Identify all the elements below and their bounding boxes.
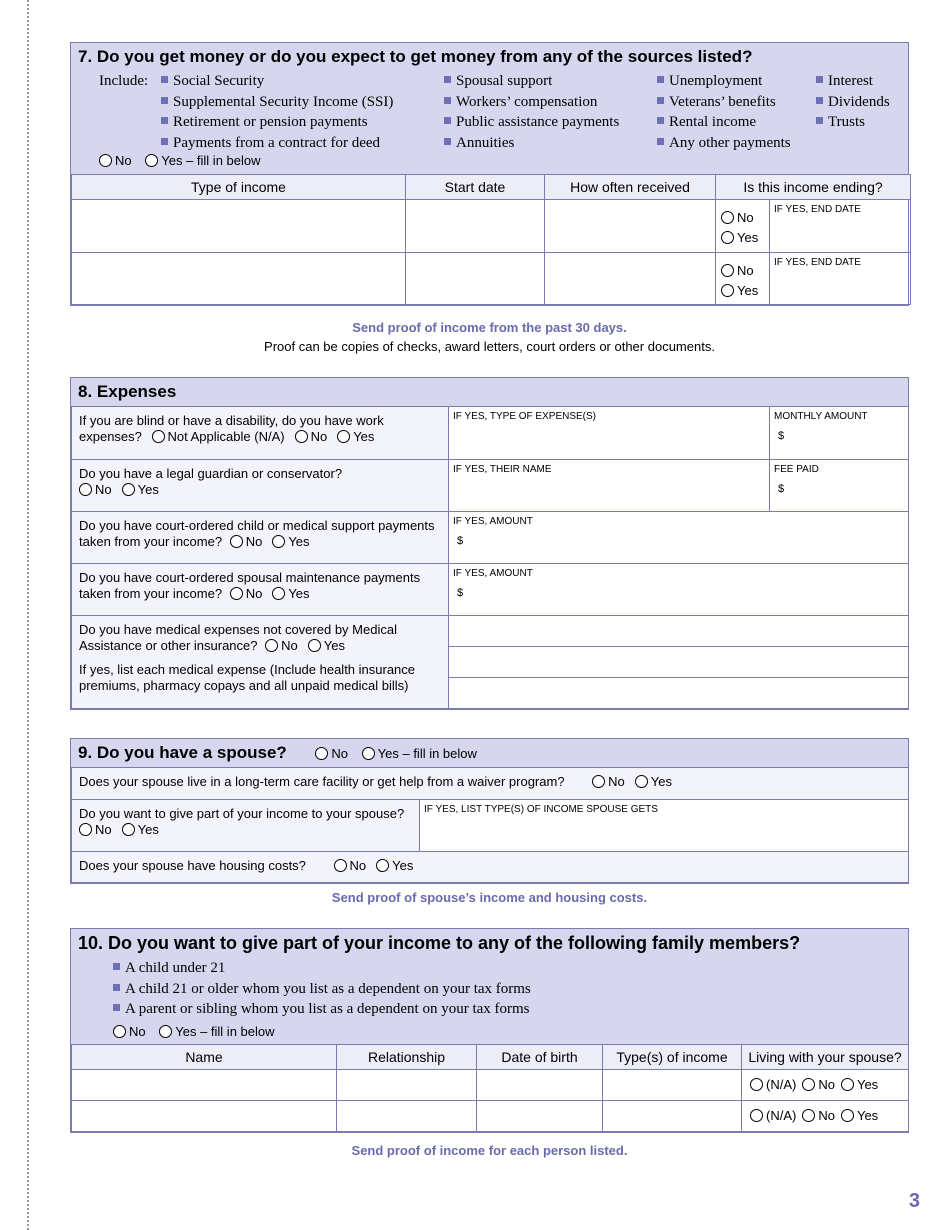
bullet-icon bbox=[816, 117, 823, 124]
living-yes-option[interactable]: Yes bbox=[841, 1108, 878, 1123]
work-na-option[interactable]: Not Applicable (N/A) bbox=[152, 429, 285, 445]
member-income-field[interactable] bbox=[603, 1069, 742, 1100]
table-row bbox=[72, 615, 909, 646]
radio-icon[interactable] bbox=[337, 430, 350, 443]
sources-col-2 bbox=[444, 71, 619, 153]
member-dob-field[interactable] bbox=[477, 1069, 603, 1100]
section-7-header bbox=[71, 43, 908, 174]
work-expenses-question: If you are blind or have a disability, do you have work expenses? Not Applicable (N/A) No Yes bbox=[72, 407, 449, 459]
living-na-option[interactable]: (N/A) bbox=[750, 1077, 796, 1092]
medical-expenses-question: Do you have medical expenses not covered by Medical Assistance or other insurance? No Yes If yes, list each medical expense (Include health insurance premiums, pharmacy copays and all unpaid medical bills) bbox=[72, 615, 449, 708]
section-7-income-sources bbox=[70, 42, 909, 306]
sources-col-1 bbox=[161, 71, 393, 153]
table-row bbox=[72, 200, 911, 253]
ending-no-option[interactable]: No bbox=[721, 208, 754, 228]
spousal-maintenance-question: Do you have court-ordered spousal maintenance payments taken from your income? No Yes bbox=[72, 563, 449, 615]
section-8-expenses bbox=[70, 377, 909, 710]
medical-yes-option[interactable]: Yes bbox=[308, 638, 345, 654]
list-item: Rental income bbox=[657, 112, 791, 133]
radio-icon[interactable] bbox=[841, 1109, 854, 1122]
radio-icon[interactable] bbox=[721, 211, 734, 224]
housing-yes-option[interactable]: Yes bbox=[376, 858, 413, 874]
how-often-field[interactable] bbox=[545, 253, 716, 305]
ending-yes-option[interactable]: Yes bbox=[721, 228, 758, 248]
list-item: Spousal support bbox=[444, 71, 619, 92]
include-label: Include: bbox=[99, 73, 149, 89]
section-9-spouse bbox=[70, 738, 909, 884]
child-support-question: Do you have court-ordered child or medical support payments taken from your income? No Yes bbox=[72, 511, 449, 563]
radio-icon[interactable] bbox=[122, 823, 135, 836]
radio-icon[interactable] bbox=[841, 1078, 854, 1091]
table-row bbox=[72, 563, 909, 615]
col-income-ending: Is this income ending? bbox=[716, 175, 911, 200]
living-options bbox=[742, 1100, 909, 1131]
col-name: Name bbox=[72, 1044, 337, 1069]
expenses-table bbox=[71, 407, 909, 709]
income-table bbox=[71, 174, 911, 305]
housing-no-option[interactable]: No bbox=[334, 858, 367, 874]
s7-proof-note: Proof can be copies of checks, award letters, court orders or other documents. bbox=[264, 339, 715, 354]
child-support-yes-option[interactable]: Yes bbox=[272, 534, 309, 550]
section-9-header bbox=[71, 739, 908, 768]
section-7-title: 7. Do you get money or do you expect to get money from any of the sources listed? bbox=[78, 47, 753, 66]
table-row bbox=[72, 1069, 909, 1100]
table-row bbox=[72, 799, 909, 851]
list-item: Payments from a contract for deed bbox=[161, 133, 393, 154]
bullet-icon bbox=[657, 117, 664, 124]
living-no-option[interactable]: No bbox=[802, 1108, 835, 1123]
s10-no-option[interactable]: No bbox=[113, 1024, 146, 1039]
radio-icon[interactable] bbox=[145, 154, 158, 167]
spouse-housing-question: Does your spouse have housing costs? No Yes bbox=[72, 851, 909, 882]
section-10-title: 10. Do you want to give part of your income to any of the following family members? bbox=[78, 933, 801, 953]
end-date-field[interactable] bbox=[770, 253, 911, 305]
start-date-field[interactable] bbox=[406, 200, 545, 253]
list-item: A child 21 or older whom you list as a dependent on your tax forms bbox=[113, 979, 908, 1000]
s9-no-option[interactable]: No bbox=[315, 746, 348, 761]
list-item: A child under 21 bbox=[113, 958, 908, 979]
how-often-field[interactable] bbox=[545, 200, 716, 253]
radio-icon[interactable] bbox=[230, 587, 243, 600]
ending-options bbox=[716, 200, 770, 253]
page-number: 3 bbox=[908, 1190, 920, 1212]
living-no-option[interactable]: No bbox=[802, 1077, 835, 1092]
table-header-row bbox=[72, 1044, 909, 1069]
section-10-answer bbox=[71, 1020, 908, 1039]
income-sources-list bbox=[71, 71, 908, 151]
guardian-name-field[interactable]: IF YES, THEIR NAME bbox=[449, 459, 770, 511]
monthly-amount-field[interactable]: MONTHLY AMOUNT $ bbox=[770, 407, 909, 459]
living-yes-option[interactable]: Yes bbox=[841, 1077, 878, 1092]
section-10-header bbox=[71, 929, 908, 1044]
give-income-no-option[interactable]: No bbox=[79, 822, 112, 838]
table-row bbox=[72, 1100, 909, 1131]
list-item: Trusts bbox=[816, 112, 890, 133]
radio-icon[interactable] bbox=[376, 859, 389, 872]
end-date-field[interactable] bbox=[770, 200, 911, 253]
radio-icon[interactable] bbox=[592, 775, 605, 788]
start-date-field[interactable] bbox=[406, 253, 545, 305]
bullet-icon bbox=[444, 117, 451, 124]
spouse-care-question: Does your spouse live in a long-term care facility or get help from a waiver program? No Yes bbox=[72, 768, 909, 799]
radio-icon[interactable] bbox=[295, 430, 308, 443]
family-members-list bbox=[71, 958, 908, 1020]
table-row bbox=[72, 407, 909, 459]
child-support-amount-field[interactable]: IF YES, AMOUNT $ bbox=[449, 511, 909, 563]
ending-no-option[interactable]: No bbox=[721, 261, 754, 281]
guardian-no-option[interactable]: No bbox=[79, 482, 112, 498]
s9-yes-option[interactable]: Yes – fill in below bbox=[362, 746, 477, 761]
col-how-often: How often received bbox=[545, 175, 716, 200]
list-item: Veterans’ benefits bbox=[657, 92, 791, 113]
bullet-icon bbox=[161, 76, 168, 83]
radio-icon[interactable] bbox=[122, 483, 135, 496]
give-income-yes-option[interactable]: Yes bbox=[122, 822, 159, 838]
radio-icon[interactable] bbox=[750, 1109, 763, 1122]
radio-icon[interactable] bbox=[750, 1078, 763, 1091]
col-start-date: Start date bbox=[406, 175, 545, 200]
member-relationship-field[interactable] bbox=[337, 1069, 477, 1100]
type-of-income-field[interactable] bbox=[72, 200, 406, 253]
radio-icon[interactable] bbox=[99, 154, 112, 167]
list-item: Unemployment bbox=[657, 71, 791, 92]
living-na-option[interactable]: (N/A) bbox=[750, 1108, 796, 1123]
radio-icon[interactable] bbox=[721, 231, 734, 244]
expense-type-field[interactable]: IF YES, TYPE OF EXPENSE(S) bbox=[449, 407, 770, 459]
radio-icon[interactable] bbox=[802, 1109, 815, 1122]
medical-expense-line-3[interactable] bbox=[449, 677, 909, 708]
s7-no-option[interactable]: No bbox=[99, 153, 132, 168]
spousal-yes-option[interactable]: Yes bbox=[272, 586, 309, 602]
radio-icon[interactable] bbox=[159, 1025, 172, 1038]
spouse-income-question: Do you want to give part of your income to your spouse? No Yes bbox=[72, 799, 420, 851]
medical-expense-line-2[interactable] bbox=[449, 646, 909, 677]
s10-yes-option[interactable]: Yes – fill in below bbox=[159, 1024, 274, 1039]
sources-col-3 bbox=[657, 71, 791, 153]
work-no-option[interactable]: No bbox=[295, 429, 328, 445]
bullet-icon bbox=[161, 97, 168, 104]
radio-icon[interactable] bbox=[802, 1078, 815, 1091]
guardian-yes-option[interactable]: Yes bbox=[122, 482, 159, 498]
section-10-family-members bbox=[70, 928, 909, 1133]
radio-icon[interactable] bbox=[308, 639, 321, 652]
member-relationship-field[interactable] bbox=[337, 1100, 477, 1131]
member-name-field[interactable] bbox=[72, 1100, 337, 1131]
list-item: Interest bbox=[816, 71, 890, 92]
work-yes-option[interactable]: Yes bbox=[337, 429, 374, 445]
radio-icon[interactable] bbox=[315, 747, 328, 760]
col-date-of-birth: Date of birth bbox=[477, 1044, 603, 1069]
radio-icon[interactable] bbox=[230, 535, 243, 548]
sources-col-4 bbox=[816, 71, 890, 133]
child-support-no-option[interactable]: No bbox=[230, 534, 263, 550]
bullet-icon bbox=[816, 97, 823, 104]
member-income-field[interactable] bbox=[603, 1100, 742, 1131]
table-row bbox=[72, 511, 909, 563]
bullet-icon bbox=[657, 138, 664, 145]
radio-icon[interactable] bbox=[721, 264, 734, 277]
radio-icon[interactable] bbox=[635, 775, 648, 788]
section-9-title: 9. Do you have a spouse? bbox=[78, 743, 287, 762]
radio-icon[interactable] bbox=[79, 483, 92, 496]
s7-yes-option[interactable]: Yes – fill in below bbox=[145, 153, 260, 168]
fee-paid-field[interactable]: FEE PAID $ bbox=[770, 459, 909, 511]
living-options bbox=[742, 1069, 909, 1100]
member-dob-field[interactable] bbox=[477, 1100, 603, 1131]
guardian-question: Do you have a legal guardian or conservator? No Yes bbox=[72, 459, 449, 511]
bullet-icon bbox=[113, 963, 120, 970]
col-type-of-income: Type of income bbox=[72, 175, 406, 200]
dotted-margin-line bbox=[27, 0, 29, 1230]
radio-icon[interactable] bbox=[272, 587, 285, 600]
radio-icon[interactable] bbox=[362, 747, 375, 760]
ending-yes-option[interactable]: Yes bbox=[721, 281, 758, 301]
table-row bbox=[72, 459, 909, 511]
table-row bbox=[72, 253, 911, 305]
bullet-icon bbox=[113, 984, 120, 991]
bullet-icon bbox=[113, 1004, 120, 1011]
end-date-label: IF YES, END DATE bbox=[774, 204, 861, 215]
spousal-amount-field[interactable]: IF YES, AMOUNT $ bbox=[449, 563, 909, 615]
list-item: A parent or sibling whom you list as a dependent on your tax forms bbox=[113, 999, 908, 1020]
radio-icon[interactable] bbox=[152, 430, 165, 443]
spousal-no-option[interactable]: No bbox=[230, 586, 263, 602]
bullet-icon bbox=[657, 76, 664, 83]
list-item: Dividends bbox=[816, 92, 890, 113]
list-item: Public assistance payments bbox=[444, 112, 619, 133]
family-table bbox=[71, 1044, 909, 1132]
s9-proof-text: Send proof of spouse’s income and housing costs. bbox=[331, 890, 648, 905]
radio-icon[interactable] bbox=[265, 639, 278, 652]
bullet-icon bbox=[816, 76, 823, 83]
bullet-icon bbox=[161, 117, 168, 124]
list-item: Retirement or pension payments bbox=[161, 112, 393, 133]
end-date-label: IF YES, END DATE bbox=[774, 257, 861, 268]
ending-options bbox=[716, 253, 770, 305]
col-relationship: Relationship bbox=[337, 1044, 477, 1069]
list-item: Social Security bbox=[161, 71, 393, 92]
care-no-option[interactable]: No bbox=[592, 774, 625, 790]
radio-icon[interactable] bbox=[721, 284, 734, 297]
list-item: Annuities bbox=[444, 133, 619, 154]
col-types-of-income: Type(s) of income bbox=[603, 1044, 742, 1069]
list-item: Supplemental Security Income (SSI) bbox=[161, 92, 393, 113]
medical-expense-line-1[interactable] bbox=[449, 615, 909, 646]
bullet-icon bbox=[161, 138, 168, 145]
bullet-icon bbox=[444, 97, 451, 104]
type-of-income-field[interactable] bbox=[72, 253, 406, 305]
bullet-icon bbox=[444, 76, 451, 83]
col-living-with-spouse: Living with your spouse? bbox=[742, 1044, 909, 1069]
s10-proof-text: Send proof of income for each person listed. bbox=[351, 1143, 628, 1158]
bullet-icon bbox=[444, 138, 451, 145]
table-row bbox=[72, 851, 909, 882]
bullet-icon bbox=[657, 97, 664, 104]
radio-icon[interactable] bbox=[113, 1025, 126, 1038]
medical-no-option[interactable]: No bbox=[265, 638, 298, 654]
radio-icon[interactable] bbox=[334, 859, 347, 872]
radio-icon[interactable] bbox=[79, 823, 92, 836]
spouse-table bbox=[71, 768, 909, 883]
s7-proof-text: Send proof of income from the past 30 days. bbox=[352, 320, 627, 335]
member-name-field[interactable] bbox=[72, 1069, 337, 1100]
list-item: Any other payments bbox=[657, 133, 791, 154]
table-row bbox=[72, 768, 909, 799]
care-yes-option[interactable]: Yes bbox=[635, 774, 672, 790]
radio-icon[interactable] bbox=[272, 535, 285, 548]
list-item: Workers’ compensation bbox=[444, 92, 619, 113]
section-8-title: 8. Expenses bbox=[71, 378, 908, 407]
spouse-income-types-field[interactable]: IF YES, LIST TYPE(S) OF INCOME SPOUSE GETS bbox=[420, 799, 909, 851]
